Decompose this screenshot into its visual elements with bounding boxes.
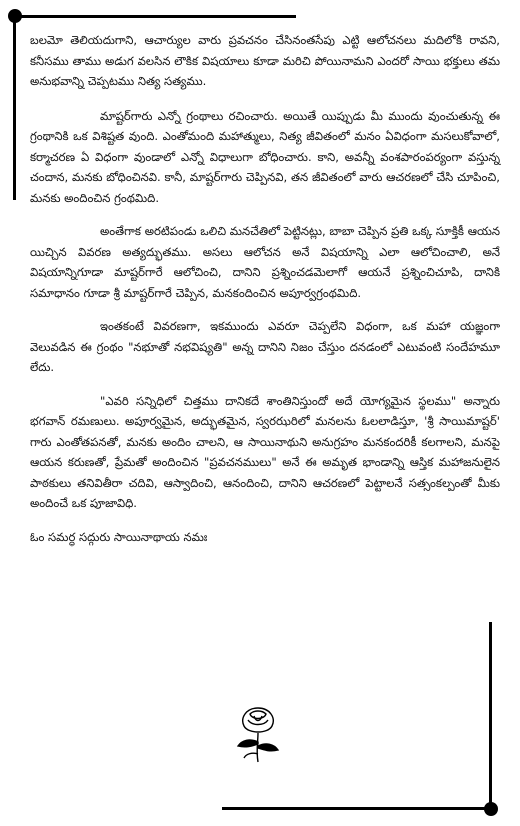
top-rule xyxy=(14,15,296,18)
bottom-rule xyxy=(222,807,492,810)
paragraph-5: "ఎవరి సన్నిధిలో చిత్తము దానికదే శాంతినిస్తుందో అదే యోగ్యమైన స్థలము" అన్నారు భగవాన్ రమణులు. అపూర్వమైన, అద్భుతమైన, స్వరఝరిలో మనలను ఓలలాడిస్తూ, 'శ్రీ సాయిమాష్టర్' గారు ఎంతోతపనతో, మనకు అందిం చాలని, ఆ సాయినాథుని అనుగ్రహం మనకందరికీ కలగాలని, మనపై ఆయన కరుణతో, ప్రేమతో అందించిన "ప్రవచనములు" అనే ఈ అమృత భాండాన్ని ఆస్తిక మహాజనులైన పాఠకులు తనివితీరా చదివి, ఆస్వాదించి, ఆనందించి, దానిని ఆచరణలో పెట్టాలనే సత్సంకల్పంతో మీకు అందించే ఒక పూజావిధి. xyxy=(30,393,500,510)
paragraph-1: బలమో తెలియదుగాని, ఆచార్యుల వారు ప్రవచనం చేసినంతసేపు ఎట్టి ఆలోచనలు మదిలోకి రావని, కనీసము తాము అడుగ వలసిన లౌకిక విషయాలు కూడా మరిచి పోయినామని ఎందరో సాయి భక్తులు తమ అనుభవాన్ని చెప్పటము నిత్య సత్యము. xyxy=(30,33,500,88)
closing-invocation: ఓం సమర్ధ సద్గురు సాయినాథాయ నమః xyxy=(30,529,208,544)
left-rule xyxy=(13,15,16,200)
paragraph-3: అంతేగాక అరటిపండు ఒలిచి మనచేతిలో పెట్టినట్లు, బాబా చెప్పిన ప్రతి ఒక్క సూక్తికీ ఆయన యిచ్చిన వివరణ అత్యద్భుతము. అసలు ఆలోచన అనే విషయాన్ని ఎలా ఆలోచించాలి, అనే విషయాన్నిగూడా మాష్టర్‌గారే ఆలోచించి, దానిని ప్రశ్నించడమెలాగో ఆయనే ప్రశ్నించిచూపి, దానికి సమాధానం గూడా శ్రీ మాష్టర్‌గారే చెప్పిన, మనకందించిన అపూర్వగ్రంథమిది. xyxy=(30,224,500,300)
right-rule xyxy=(489,622,492,810)
rose-icon xyxy=(228,700,288,766)
page-body xyxy=(30,30,500,560)
paragraph-2: మాష్టర్‌గారు ఎన్నో గ్రంథాలు రచించారు. అయితే యిప్పుడు మీ ముందు వుంచుతున్న ఈ గ్రంథానికి ఒక విశిష్టత వుంది. ఎంతోమంది మహాత్ములు, నిత్య జీవితంలో మనం ఏవిధంగా మసలుకోవాలో, కర్మాచరణ ఏ విధంగా వుండాలో ఎన్నో విధాలుగా బోధించారు. కాని, అవన్నీ వంశపారంపర్యంగా వస్తున్న చందాన, మనకు బోధించినవి. కానీ, మాష్టర్‌గారు చెప్పినవి, తన జీవితంలో వారు ఆచరణలో చేసి చూపించి, మనకు అందించిన గ్రంథమిది. xyxy=(30,108,500,205)
paragraph-4: ఇంతకంటే వివరణగా, ఇకముందు ఎవరూ చెప్పలేని విధంగా, ఒక మహా యజ్ఞంగా వెలువడిన ఈ గ్రంథం "నభూతో నభవిష్యతి" అన్న దానిని నిజం చేస్తుం దనడంలో ఎటువంటి సందేహమూ లేదు. xyxy=(30,319,500,374)
